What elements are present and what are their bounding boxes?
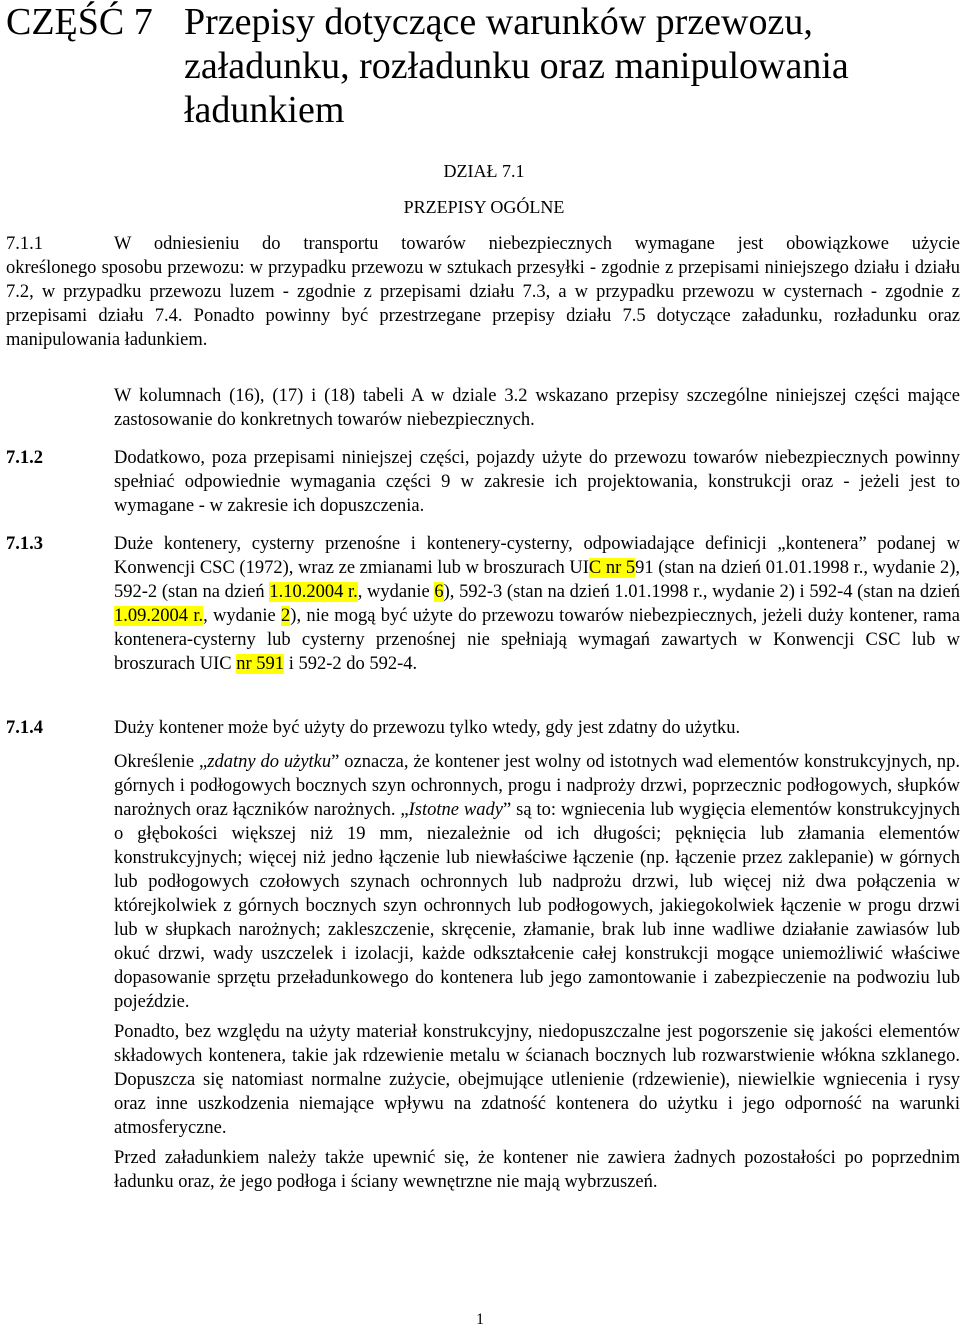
part-title-text: Przepisy dotyczące warunków przewozu, załadunku, rozładunku oraz manipulowania ładunkiem: [184, 1, 849, 131]
section-number: 7.1.2: [6, 448, 43, 468]
section-paragraph: Dodatkowo, poza przepisami niniejszej części, pojazdy użyte do przewozu towarów niebezpiecznych powinny spełniać odpowiednie wymagania części 9 w zakresie ich projektowania, konstrukcji oraz - jeżeli jest to wymagane - w zakresie ich dopuszczenia.: [114, 448, 960, 516]
highlight: nr 591: [236, 654, 285, 674]
highlight: 2: [281, 606, 291, 626]
section-paragraph-2: W kolumnach (16), (17) i (18) tabeli A w dziale 3.2 wskazano przepisy szczególne niniejszej części mające zastosowanie do konkretnych towarów niebezpiecznych.: [114, 386, 960, 430]
highlight: C nr 5: [588, 558, 636, 578]
section-number: 7.1.1: [6, 234, 43, 254]
section-paragraph: Określenie „zdatny do użytku” oznacza, że kontener jest wolny od istotnych wad elementów konstrukcyjnych, np. górnych i podłogowych bocznych szyn ochronnych, progu i nadproży drzwi, poprzecznic podłogowych, słupków narożnych oraz łączników narożnych. „Istotne wady” są to: wgniecenia lub wygięcia elementów konstrukcyjnych o głębokości większej niż 19 mm, niezależnie od ich długości; pęknięcia lub złamania elementów konstrukcyjnych; więcej niż jedno łączenie lub niewłaściwe łączenie (np. łączenie przez zaklepanie) w górnych lub podłogowych czołowych szynach ochronnych lub nadprożu drzwi, lub więcej niż dwa połączenia w którejkolwiek z górnych bocznych szyn ochronnych lub podłogowych, jakiegokolwiek łączenie w progu drzwi lub w słupkach narożnych; zakleszczenie, skręcenie, złamanie, brak lub inne wadliwe działanie zawiasów lub okuć drzwi, wady uszczelek i izolacji, każde odkształcenie całej konstrukcji mogące uniemożliwić właściwe dopasowanie sprzętu przeładunkowego do kontenera lub jego zamontowanie i zabezpieczenie na podwoziu lub pojeździe.: [114, 752, 960, 1012]
section-number: 7.1.3: [6, 534, 43, 554]
italic-term: zdatny do użytku: [207, 752, 332, 772]
italic-term: Istotne wady: [408, 800, 503, 820]
division-label-text: DZIAŁ 7.1: [443, 161, 525, 181]
section-paragraph-2: Ponadto, bez względu na użyty materiał konstrukcyjny, niedopuszczalne jest pogorszenie się jakości elementów składowych kontenera, takie jak rdzewienie metalu w ścianach bocznych lub rozwarstwienie włókna szklanego. Dopuszcza się natomiast normalne zużycie, obejmujące utlenienie (rdzewienie), niewielkie wgniecenia i rysy oraz inne uszkodzenia niemające wpływu na zdatność kontenera do użytku i jego odporność na warunki atmosferyczne.: [114, 1022, 960, 1138]
section-first-line: W odniesieniu do transportu towarów niebezpiecznych wymagane jest obowiązkowe użycie: [114, 234, 960, 254]
page-number: 1: [476, 1311, 484, 1328]
division-label: [0, 160, 960, 182]
section-paragraph-3: Przed załadunkiem należy także upewnić się, że kontener nie zawiera żadnych pozostałości po poprzednim ładunku oraz, że jego podłoga i ściany wewnętrzne nie mają wybrzuszeń.: [114, 1148, 960, 1192]
division-heading: [0, 196, 960, 218]
highlight: 1.09.2004 r.: [114, 606, 204, 626]
section-lead: Duży kontener może być użyty do przewozu tylko wtedy, gdy jest zdatny do użytku.: [114, 718, 741, 738]
section-paragraph: Duże kontenery, cysterny przenośne i kontenery-cysterny, odpowiadające definicji „kontenera” podanej w Konwencji CSC (1972), wraz ze zmianami lub w broszurach UIC nr 591 (stan na dzień 01.01.1998 r., wydanie 2), 592-2 (stan na dzień 1.10.2004 r., wydanie 6), 592-3 (stan na dzień 1.01.1998 r., wydanie 2) i 592-4 (stan na dzień 1.09.2004 r., wydanie 2), nie mogą być użyte do przewozu towarów niebezpiecznych, jeżeli duży kontener, rama kontenera-cysterny lub cysterny przenośnej nie spełniają wymagań zawartych w Konwencji CSC lub w broszurach UIC nr 591 i 592-2 do 592-4.: [114, 534, 960, 674]
section-number: 7.1.4: [6, 718, 43, 738]
highlight: 6: [434, 582, 444, 602]
section-paragraph: określonego sposobu przewozu: w przypadku przewozu w sztukach przesyłki - zgodnie z przepisami niniejszego działu i działu 7.2, w przypadku przewozu luzem - zgodnie z przepisami działu 7.3, a w przypadku przewozu w cysternach - zgodnie z przepisami działu 7.4. Ponadto powinny być przestrzegane przepisy działu 7.5 dotyczące załadunku, rozładunku oraz manipulowania ładunkiem.: [6, 258, 960, 350]
division-heading-text: PRZEPISY OGÓLNE: [403, 197, 565, 217]
highlight: 1.10.2004 r.: [269, 582, 358, 602]
part-number: CZĘŚĆ 7: [6, 1, 153, 43]
